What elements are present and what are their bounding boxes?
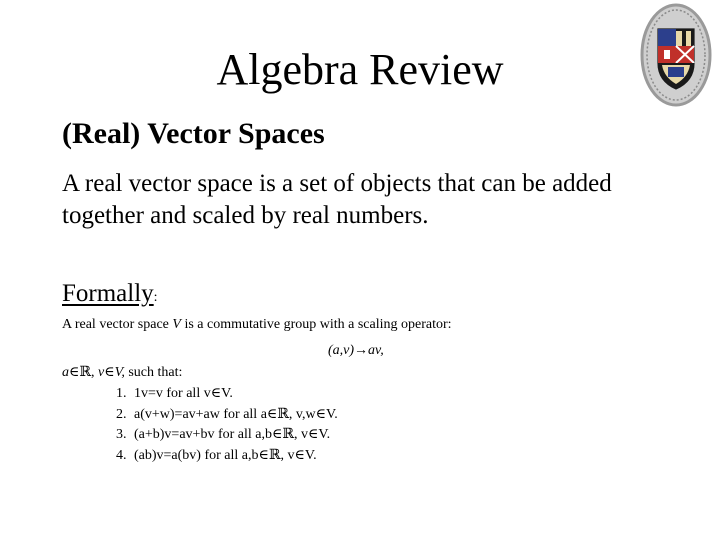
axiom-item (116, 446, 338, 467)
quantifier-V: V, (114, 365, 125, 380)
axiom-item (116, 384, 338, 405)
axiom-text: (ab)v=a(bv) for all a,b∈ℝ, v∈V. (134, 447, 317, 463)
axiom-number: 1. (116, 386, 127, 401)
axiom-list (116, 384, 338, 466)
axiom-text: 1v=v for all v∈V. (134, 386, 233, 401)
quantifier-in-reals: ∈ℝ, (69, 365, 98, 380)
quantifier-line (62, 364, 182, 382)
definition-prefix: A real vector space (62, 317, 173, 332)
quantifier-in: ∈ (104, 365, 115, 380)
quantifier-suffix: such that: (124, 365, 183, 380)
formally-colon: : (153, 290, 158, 305)
quantifier-v: v (98, 365, 105, 380)
axiom-text: a(v+w)=av+aw for all a∈ℝ, v,w∈V. (134, 406, 338, 422)
definition-V: V (172, 317, 181, 332)
definition-suffix: is a commutative group with a scaling operator: (180, 317, 452, 332)
formally-heading (62, 278, 158, 314)
definition-line (62, 316, 452, 334)
axiom-text: (a+b)v=av+bv for all a,b∈ℝ, v∈V. (134, 427, 331, 442)
axiom-number: 4. (116, 447, 127, 463)
scaling-operator (328, 342, 384, 360)
intro-paragraph: A real vector space is a set of objects that can be added together and scaled by real numbers. (62, 170, 612, 229)
axiom-number: 3. (116, 427, 127, 442)
quantifier-a: a (62, 365, 69, 380)
axiom-item (116, 425, 338, 446)
operator-formula: (a,v)→av, (328, 343, 384, 358)
formally-label: Formally (62, 280, 154, 307)
slide-subtitle: (Real) Vector Spaces (62, 117, 325, 150)
axiom-number: 2. (116, 406, 127, 422)
slide-title: Algebra Review (216, 45, 504, 94)
university-seal-icon (640, 3, 712, 107)
axiom-item (116, 405, 338, 426)
